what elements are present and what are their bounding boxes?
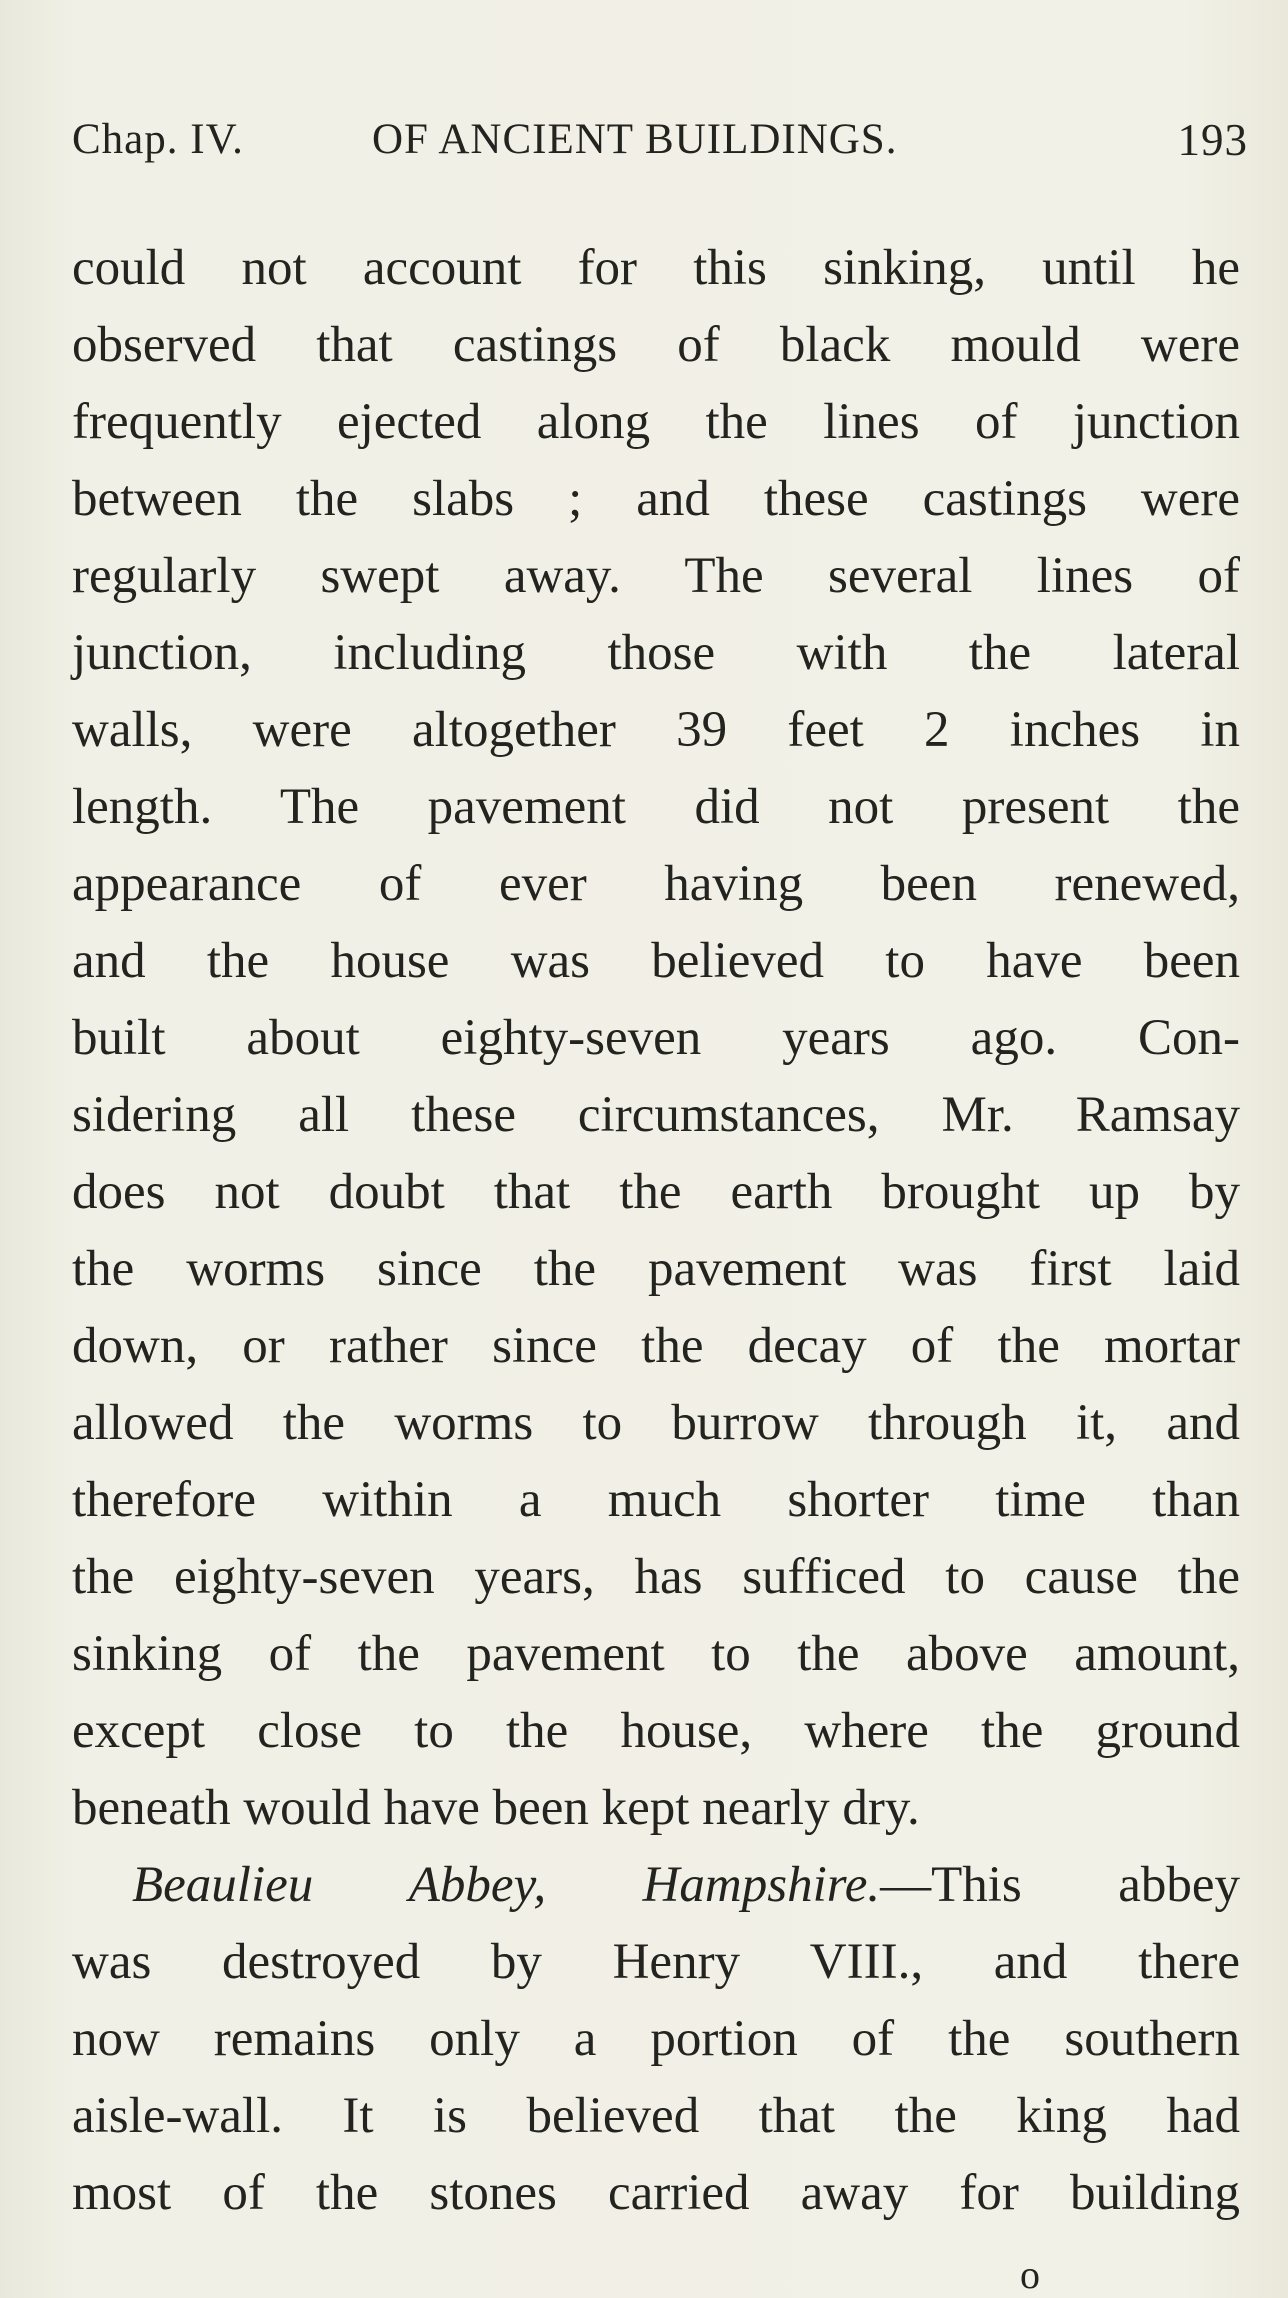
text-line: could not account for this sinking, until he	[72, 240, 1240, 296]
text-line: sinking of the pavement to the above amount,	[72, 1626, 1240, 1682]
text-line: was destroyed by Henry VIII., and there	[72, 1934, 1240, 1990]
text-line: aisle-wall. It is believed that the king had	[72, 2088, 1240, 2144]
text-line: built about eighty-seven years ago. Con-	[72, 1010, 1240, 1066]
text-line: sidering all these circumstances, Mr. Ramsay	[72, 1087, 1240, 1143]
signature-mark: o	[1020, 2252, 1040, 2297]
first-line-rest: —This abbey	[880, 1857, 1240, 1913]
text-line: frequently ejected along the lines of junction	[72, 394, 1240, 450]
text-line: the eighty-seven years, has sufficed to cause the	[72, 1549, 1240, 1605]
text-line: between the slabs ; and these castings were	[72, 471, 1240, 527]
text-line: except close to the house, where the ground	[72, 1703, 1240, 1759]
chapter-label: Chap. IV.	[72, 116, 244, 163]
running-head	[72, 112, 1248, 168]
text-line: allowed the worms to burrow through it, and	[72, 1395, 1240, 1451]
text-line-paragraph-end: beneath would have been kept nearly dry.	[72, 1780, 920, 1836]
text-line: now remains only a portion of the southern	[72, 2011, 1240, 2067]
text-line: therefore within a much shorter time than	[72, 1472, 1240, 1528]
body-text	[72, 230, 1240, 2232]
section-heading-italic: Beaulieu Abbey, Hampshire.	[132, 1857, 881, 1913]
paragraph-2-first-line	[72, 1847, 1240, 1924]
text-line: and the house was believed to have been	[72, 933, 1240, 989]
running-title: OF ANCIENT BUILDINGS.	[372, 116, 898, 163]
text-line: length. The pavement did not present the	[72, 779, 1240, 835]
page-number: 193	[1177, 115, 1248, 165]
text-line: observed that castings of black mould were	[72, 317, 1240, 373]
text-line: the worms since the pavement was first laid	[72, 1241, 1240, 1297]
text-line: most of the stones carried away for building	[72, 2165, 1240, 2221]
text-line: appearance of ever having been renewed,	[72, 856, 1240, 912]
text-line: walls, were altogether 39 feet 2 inches in	[72, 702, 1240, 758]
text-line: junction, including those with the lateral	[72, 625, 1240, 681]
text-line: down, or rather since the decay of the mortar	[72, 1318, 1240, 1374]
text-line: does not doubt that the earth brought up by	[72, 1164, 1240, 1220]
text-line: regularly swept away. The several lines of	[72, 548, 1240, 604]
